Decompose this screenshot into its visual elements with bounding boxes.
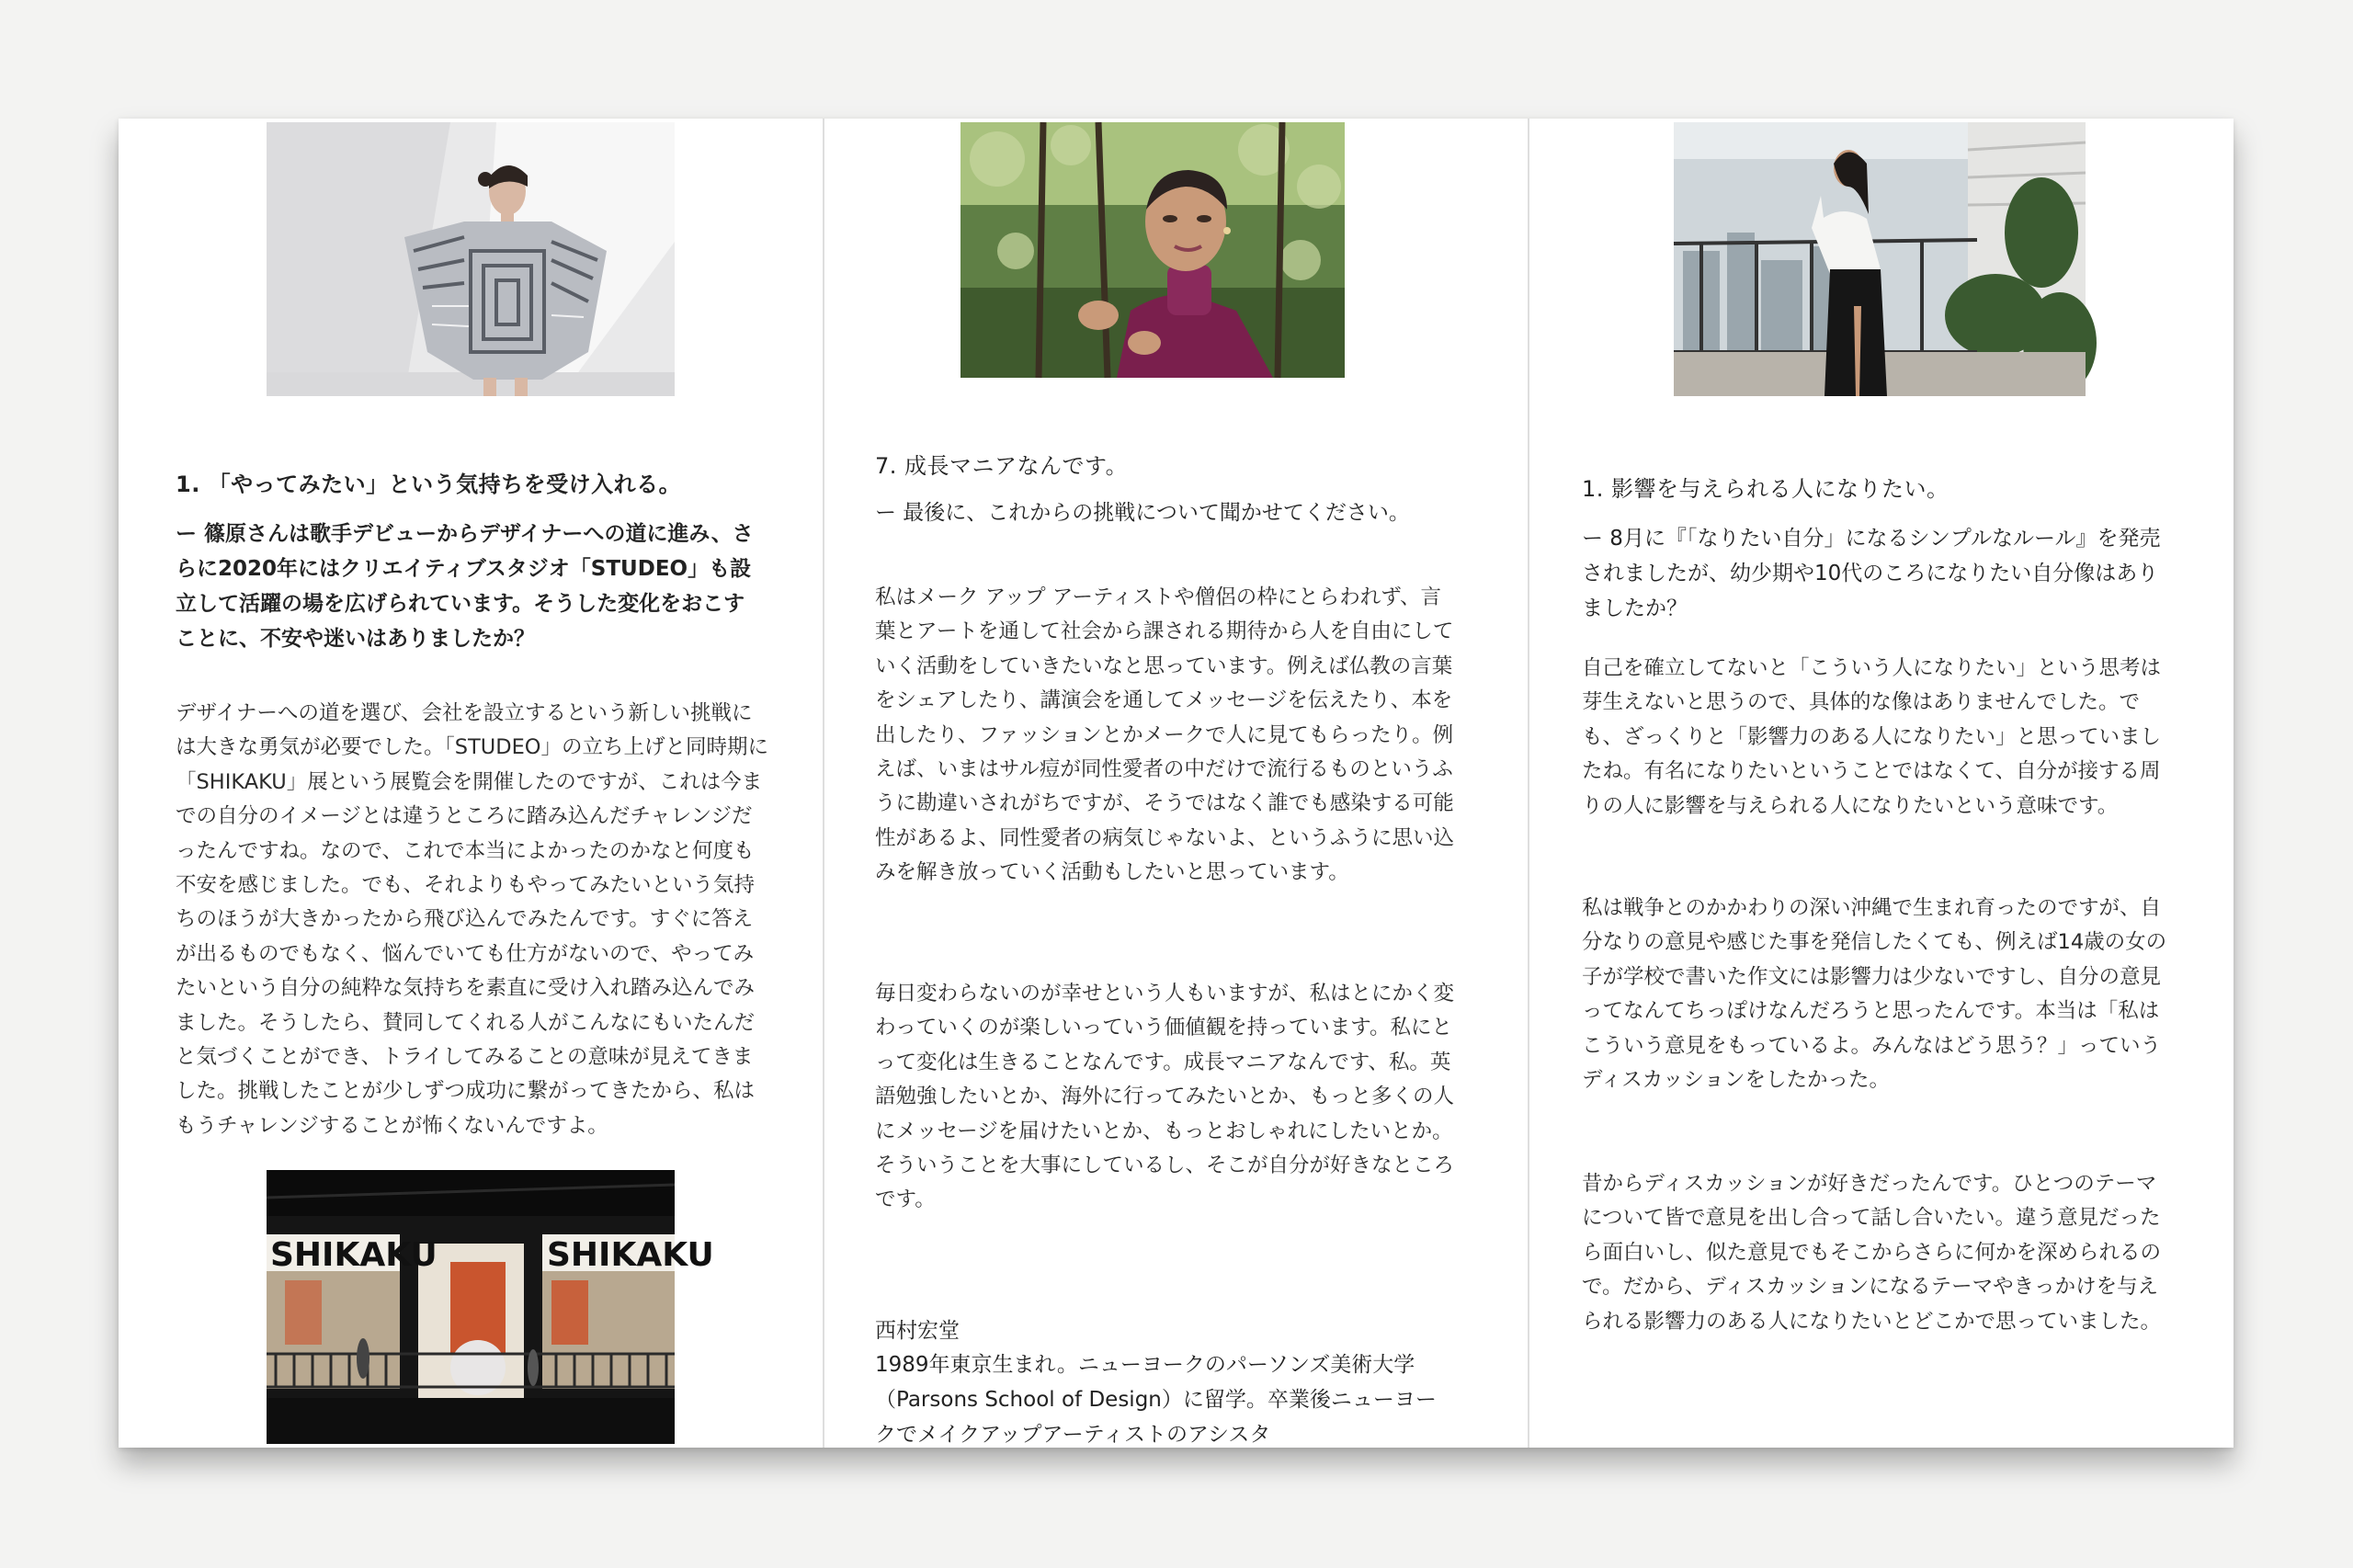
article-column-2	[824, 119, 1528, 1448]
section-heading: 7. 成長マニアなんです。	[875, 453, 1129, 479]
answer-paragraph: 自己を確立してないと「こういう人になりたい」という思考は芽生えないと思うので、具体的な像はありませんでした。でも、ざっくりと「影響力のある人になりたい」と思っていましたね。有名になりたいということではなくて、自分が接する周りの人に影響を与えられる人になりたいという意味です。	[1582, 656, 2162, 818]
exhibit-sign-right: SHIKAKU	[547, 1236, 714, 1274]
interview-question: ー 篠原さんは歌手デビューからデザイナーへの道に進み、さらに2020年にはクリエイティブスタジオ「STUDEO」も設立して活躍の場を広げられています。そうした変化をおこすことに、不安や迷いはありましたか？	[176, 522, 754, 651]
exhibit-sign-left: SHIKAKU	[270, 1236, 438, 1274]
profile-text: 1989年東京生まれ。ニューヨークのパーソンズ美術大学（Parsons School of Design）に留学。卒業後ニューヨークでメイクアップアーティストのアシスタ	[875, 1353, 1437, 1447]
answer-paragraph: 昔からディスカッションが好きだったんです。ひとつのテーマについて皆で意見を出し合って話し合いたい。違う意見だったら面白いし、似た意見でもそこからさらに何かを深められるので。だから、ディスカッションになるテーマやきっかけを与えられる影響力のある人になりたいとどこかで思っていました。	[1582, 1172, 2162, 1334]
exhibition-photo	[267, 1170, 714, 1444]
section-heading: 1. 「やってみたい」という気持ちを受け入れる。	[176, 472, 682, 497]
interview-question: ー 8月に『「なりたい自分」になるシンプルなルール』を発売されましたが、幼少期や10代のころになりたい自分像はありましたか？	[1582, 527, 2161, 620]
portrait-photo-2	[961, 122, 1345, 378]
magazine-spread	[119, 119, 2234, 1448]
portrait-photo-1	[267, 122, 675, 396]
answer-paragraph: デザイナーへの道を選び、会社を設立するという新しい挑戦には大きな勇気が必要でした。「STUDEO」の立ち上げと同時期に「SHIKAKU」展という展覧会を開催したのですが、これは今までの自分のイメージとは違うところに踏み込んだチャレンジだったんですね。なので、これで本当によかったのかなと何度も不安を感じました。でも、それよりもやってみたいという気持ちのほうが大きかったから飛び込んでみたんです。すぐに答えが出るものでもなく、悩んでいても仕方がないので、やってみたいという自分の純粋な気持ちを素直に受け入れ踏み込んでみました。そうしたら、賛同してくれる人がこんなにもいたんだと気づくことができ、トライしてみることの意味が見えてきました。挑戦したことが少しずつ成功に繋がってきたから、私はもうチャレンジすることが怖くないんですよ。	[176, 701, 768, 1138]
answer-paragraph: 毎日変わらないのが幸せという人もいますが、私はとにかく変わっていくのが楽しいっていう価値観を持っています。私にとって変化は生きることなんです。成長マニアなんです、私。英語勉強したいとか、海外に行ってみたいとか、もっと多くの人にメッセージを届けたいとか、もっとおしゃれにしたいとか。そういうことを大事にしているし、そこが自分が好きなところです。	[875, 982, 1455, 1212]
portrait-photo-3	[1674, 122, 2086, 396]
answer-paragraph: 私はメーク アップ アーティストや僧侶の枠にとらわれず、言葉とアートを通して社会から課される期待から人を自由にしていく活動をしていきたいなと思っています。例えば仏教の言葉をシェアしたり、講演会を通してメッセージを伝えたり、本を出したり、ファッションとかメークで人に見てもらったり。例えば、いまはサル痘が同性愛者の中だけで流行るものというふうに勘違いされがちですが、そうではなく誰でも感染する可能性があるよ、同性愛者の病気じゃないよ、というふうに思い込みを解き放っていく活動もしたいと思っています。	[875, 585, 1455, 885]
answer-paragraph: 私は戦争とのかかわりの深い沖縄で生まれ育ったのですが、自分なりの意見や感じた事を発信したくても、例えば14歳の女の子が学校で書いた作文には影響力は少ないですし、自分の意見ってなんてちっぽけなんだろうと思ったんです。本当は「私はこういう意見をもっているよ。みんなはどう思う？」っていうディスカッションをしたかった。	[1582, 896, 2167, 1093]
article-column-3	[1529, 119, 2234, 1448]
interview-question: ー 最後に、これからの挑戦について聞かせてください。	[875, 501, 1410, 525]
article-column-1	[119, 119, 823, 1448]
profile-name: 西村宏堂	[875, 1319, 960, 1343]
section-heading: 1. 影響を与えられる人になりたい。	[1582, 476, 1949, 502]
